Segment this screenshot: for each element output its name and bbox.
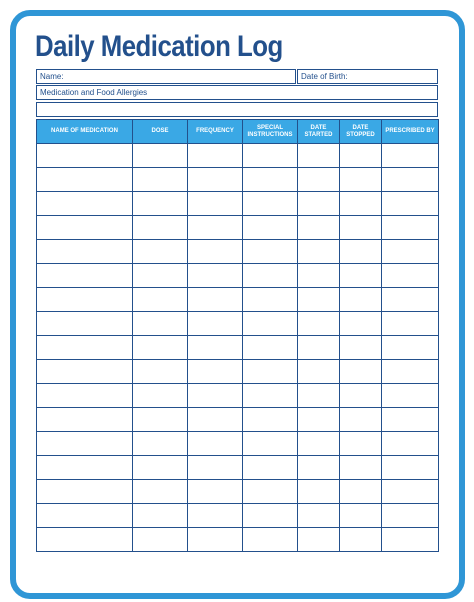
- table-row: [37, 168, 439, 192]
- table-cell[interactable]: [382, 312, 439, 336]
- table-cell[interactable]: [188, 528, 243, 552]
- table-row: [37, 240, 439, 264]
- table-cell[interactable]: [243, 504, 298, 528]
- table-cell[interactable]: [188, 480, 243, 504]
- header-date-stopped: DATE STOPPED: [340, 120, 382, 144]
- table-body: [37, 144, 439, 552]
- header-dose: DOSE: [133, 120, 188, 144]
- table-row: [37, 504, 439, 528]
- table-cell[interactable]: [188, 240, 243, 264]
- table-cell[interactable]: [382, 480, 439, 504]
- table-cell[interactable]: [340, 192, 382, 216]
- table-cell[interactable]: [243, 240, 298, 264]
- table-cell[interactable]: [340, 504, 382, 528]
- table-cell[interactable]: [298, 504, 340, 528]
- table-cell[interactable]: [188, 432, 243, 456]
- table-cell[interactable]: [298, 408, 340, 432]
- table-cell[interactable]: [298, 144, 340, 168]
- table-cell[interactable]: [133, 480, 188, 504]
- table-cell[interactable]: [243, 144, 298, 168]
- table-cell[interactable]: [133, 336, 188, 360]
- table-cell[interactable]: [243, 216, 298, 240]
- table-cell[interactable]: [37, 264, 133, 288]
- table-cell[interactable]: [340, 240, 382, 264]
- table-cell[interactable]: [298, 336, 340, 360]
- table-cell[interactable]: [382, 408, 439, 432]
- table-cell[interactable]: [382, 456, 439, 480]
- header-name-of-medication: NAME OF MEDICATION: [37, 120, 133, 144]
- table-cell[interactable]: [37, 384, 133, 408]
- table-cell[interactable]: [243, 168, 298, 192]
- table-cell[interactable]: [133, 192, 188, 216]
- table-cell[interactable]: [37, 144, 133, 168]
- table-cell[interactable]: [188, 504, 243, 528]
- header-date-started: DATE STARTED: [298, 120, 340, 144]
- table-cell[interactable]: [382, 432, 439, 456]
- table-cell[interactable]: [133, 456, 188, 480]
- table-cell[interactable]: [243, 192, 298, 216]
- table-cell[interactable]: [340, 480, 382, 504]
- table-cell[interactable]: [37, 408, 133, 432]
- table-cell[interactable]: [382, 384, 439, 408]
- table-row: [37, 312, 439, 336]
- table-cell[interactable]: [37, 528, 133, 552]
- table-cell[interactable]: [243, 456, 298, 480]
- table-cell[interactable]: [340, 456, 382, 480]
- medication-table: [36, 119, 439, 552]
- table-cell[interactable]: [37, 168, 133, 192]
- table-cell[interactable]: [243, 408, 298, 432]
- table-cell[interactable]: [298, 360, 340, 384]
- table-cell[interactable]: [133, 432, 188, 456]
- table-cell[interactable]: [37, 288, 133, 312]
- table-cell[interactable]: [188, 264, 243, 288]
- table-cell[interactable]: [243, 528, 298, 552]
- table-cell[interactable]: [298, 384, 340, 408]
- table-cell[interactable]: [37, 360, 133, 384]
- table-cell[interactable]: [298, 240, 340, 264]
- table-cell[interactable]: [37, 456, 133, 480]
- table-cell[interactable]: [298, 192, 340, 216]
- table-cell[interactable]: [37, 216, 133, 240]
- table-cell[interactable]: [243, 384, 298, 408]
- table-cell[interactable]: [37, 312, 133, 336]
- table-cell[interactable]: [133, 504, 188, 528]
- table-row: [37, 528, 439, 552]
- page-title: Daily Medication Log: [35, 30, 283, 63]
- table-cell[interactable]: [37, 504, 133, 528]
- table-cell[interactable]: [37, 432, 133, 456]
- table-cell[interactable]: [37, 240, 133, 264]
- table-row: [37, 192, 439, 216]
- table-cell[interactable]: [188, 168, 243, 192]
- table-cell[interactable]: [382, 144, 439, 168]
- table-cell[interactable]: [340, 408, 382, 432]
- table-cell[interactable]: [382, 168, 439, 192]
- table-row: [37, 480, 439, 504]
- allergies-label: Medication and Food Allergies: [40, 88, 148, 97]
- table-cell[interactable]: [243, 432, 298, 456]
- table-cell[interactable]: [243, 264, 298, 288]
- table-cell[interactable]: [298, 264, 340, 288]
- allergies-field[interactable]: [36, 85, 438, 100]
- table-cell[interactable]: [243, 480, 298, 504]
- table-cell[interactable]: [133, 408, 188, 432]
- table-cell[interactable]: [37, 192, 133, 216]
- table-cell[interactable]: [133, 312, 188, 336]
- table-cell[interactable]: [188, 408, 243, 432]
- allergies-extra-line[interactable]: [36, 102, 438, 117]
- name-field[interactable]: [36, 69, 296, 84]
- table-cell[interactable]: [340, 216, 382, 240]
- table-cell[interactable]: [243, 360, 298, 384]
- table-cell[interactable]: [243, 336, 298, 360]
- table-cell[interactable]: [37, 336, 133, 360]
- table-cell[interactable]: [340, 432, 382, 456]
- table-cell[interactable]: [188, 312, 243, 336]
- table-cell[interactable]: [340, 168, 382, 192]
- header-frequency: FREQUENCY: [188, 120, 243, 144]
- table-cell[interactable]: [133, 240, 188, 264]
- table-cell[interactable]: [133, 528, 188, 552]
- date-of-birth-field[interactable]: [297, 69, 438, 84]
- table-cell[interactable]: [298, 216, 340, 240]
- table-cell[interactable]: [298, 456, 340, 480]
- table-row: [37, 456, 439, 480]
- table-cell[interactable]: [340, 312, 382, 336]
- table-cell[interactable]: [382, 336, 439, 360]
- table-cell[interactable]: [382, 216, 439, 240]
- table-cell[interactable]: [382, 192, 439, 216]
- table-cell[interactable]: [298, 528, 340, 552]
- header-prescribed-by: PRESCRIBED BY: [382, 120, 439, 144]
- table-cell[interactable]: [340, 336, 382, 360]
- table-cell[interactable]: [340, 360, 382, 384]
- table-cell[interactable]: [133, 144, 188, 168]
- table-cell[interactable]: [188, 456, 243, 480]
- table-cell[interactable]: [340, 144, 382, 168]
- table-cell[interactable]: [340, 384, 382, 408]
- date-of-birth-label: Date of Birth:: [301, 72, 348, 81]
- table-cell[interactable]: [382, 240, 439, 264]
- table-cell[interactable]: [382, 288, 439, 312]
- table-cell[interactable]: [298, 432, 340, 456]
- table-row: [37, 360, 439, 384]
- table-cell[interactable]: [133, 168, 188, 192]
- header-row: [37, 120, 439, 144]
- table-row: [37, 384, 439, 408]
- table-cell[interactable]: [188, 336, 243, 360]
- table-row: [37, 264, 439, 288]
- table-cell[interactable]: [188, 192, 243, 216]
- table-cell[interactable]: [298, 480, 340, 504]
- table-cell[interactable]: [188, 144, 243, 168]
- table-cell[interactable]: [340, 528, 382, 552]
- table-row: [37, 336, 439, 360]
- table-row: [37, 408, 439, 432]
- table-cell[interactable]: [243, 288, 298, 312]
- table-cell[interactable]: [37, 480, 133, 504]
- name-label: Name:: [40, 72, 64, 81]
- table-row: [37, 432, 439, 456]
- table-cell[interactable]: [133, 360, 188, 384]
- table-cell[interactable]: [340, 288, 382, 312]
- table-cell[interactable]: [298, 168, 340, 192]
- table-row: [37, 288, 439, 312]
- table-cell[interactable]: [382, 528, 439, 552]
- table-cell[interactable]: [243, 312, 298, 336]
- table-cell[interactable]: [382, 360, 439, 384]
- table-cell[interactable]: [298, 312, 340, 336]
- table-cell[interactable]: [133, 384, 188, 408]
- table-cell[interactable]: [188, 216, 243, 240]
- table-cell[interactable]: [298, 288, 340, 312]
- table-cell[interactable]: [133, 216, 188, 240]
- table-cell[interactable]: [382, 504, 439, 528]
- table-cell[interactable]: [188, 384, 243, 408]
- table-row: [37, 216, 439, 240]
- table-row: [37, 144, 439, 168]
- table-cell[interactable]: [188, 360, 243, 384]
- table-cell[interactable]: [188, 288, 243, 312]
- table-cell[interactable]: [382, 264, 439, 288]
- table-cell[interactable]: [340, 264, 382, 288]
- header-special-instructions: SPECIAL INSTRUCTIONS: [243, 120, 298, 144]
- table-cell[interactable]: [133, 288, 188, 312]
- table-cell[interactable]: [133, 264, 188, 288]
